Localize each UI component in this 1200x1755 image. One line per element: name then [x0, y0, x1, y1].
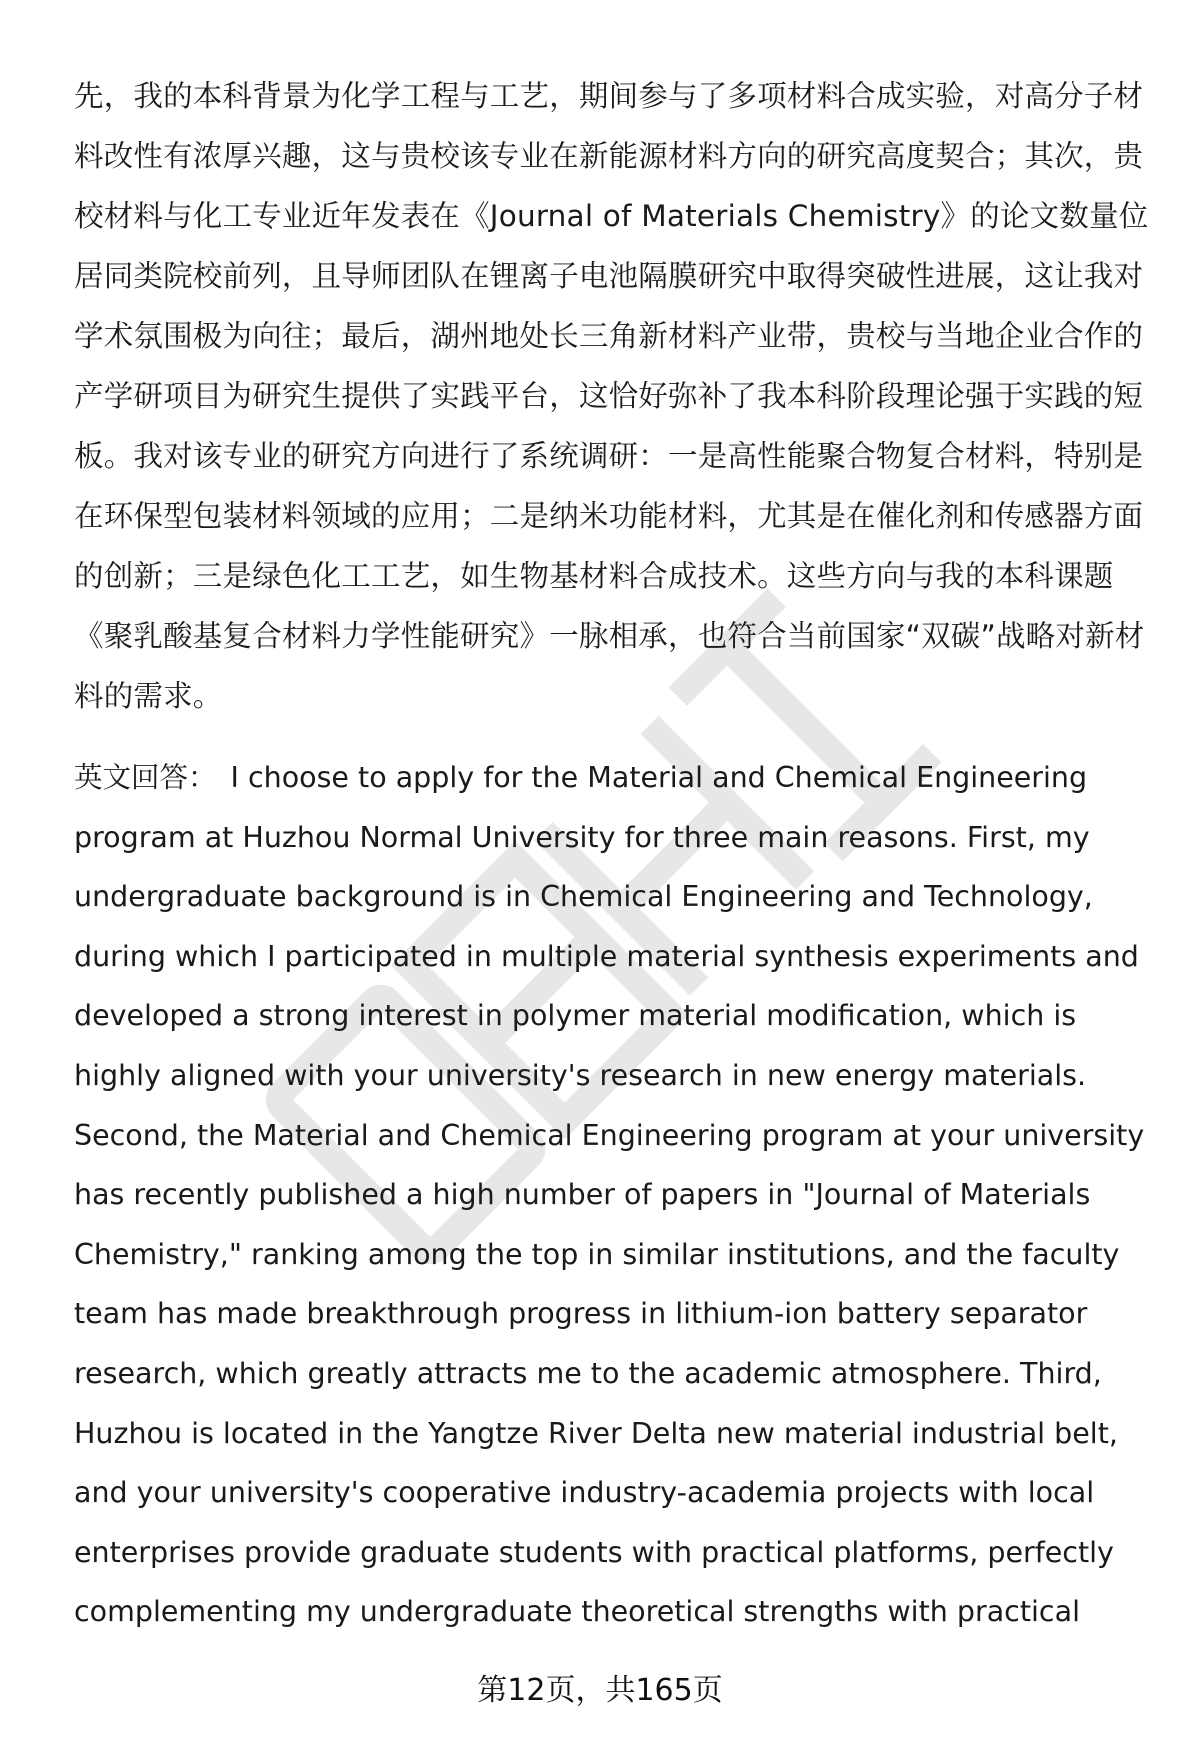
document-body — [74, 66, 1154, 1642]
english-answer-label: 英文回答： — [74, 761, 217, 794]
page-number: 第12页，共165页 — [477, 1673, 723, 1708]
english-answer-paragraph — [74, 748, 1154, 1642]
chinese-answer-paragraph: 先，我的本科背景为化学工程与工艺，期间参与了多项材料合成实验，对高分子材料改性有浓厚兴趣，这与贵校该专业在新能源材料方向的研究高度契合；其次，贵校材料与化工专业近年发表在《Journal of Materials Chemistry》的论文数量位居同类院校前列，且导师团队在锂离子电池隔膜研究中取得突破性进展，这让我对学术氛围极为向往；最后，湖州地处长三角新材料产业带，贵校与当地企业合作的产学研项目为研究生提供了实践平台，这恰好弥补了我本科阶段理论强于实践的短板。我对该专业的研究方向进行了系统调研：一是高性能聚合物复合材料，特别是在环保型包装材料领域的应用；二是纳米功能材料，尤其是在催化剂和传感器方面的创新；三是绿色化工工艺，如生物基材料合成技术。这些方向与我的本科课题《聚乳酸基复合材料力学性能研究》一脉相承，也符合当前国家“双碳”战略对新材料的需求。 — [74, 79, 1149, 713]
english-answer-text: I choose to apply for the Material and Chemical Engineering program at Huzhou Normal University for three main reasons. First, my undergraduate background is in Chemical Engineering and Technology, during which I participated in multiple material synthesis experiments and developed a strong interest in polymer material modification, which is highly aligned with your university's research in new energy materials. Second, the Material and Chemical Engineering program at your university has recently published a high number of papers in "Journal of Materials Chemistry," ranking among the top in similar institutions, and the faculty team has made breakthrough progress in lithium-ion battery separator research, which greatly attracts me to the academic atmosphere. Third, Huzhou is located in the Yangtze River Delta new material industrial belt, and your university's cooperative industry-academia projects with local enterprises provide graduate students with practical platforms, perfectly complementing my undergraduate theoretical strengths with practical — [74, 761, 1145, 1629]
